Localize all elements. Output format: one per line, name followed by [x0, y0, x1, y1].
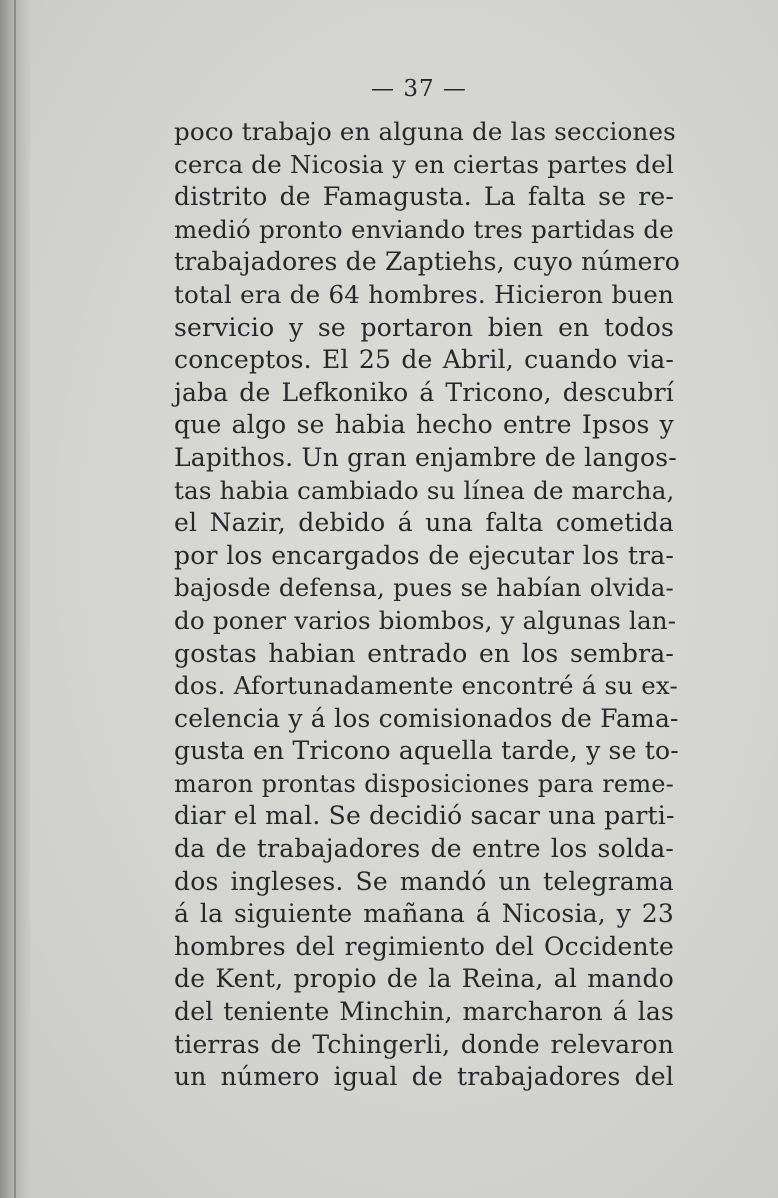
text-line: diar el mal. Se decidió sacar una parti- [174, 801, 675, 831]
text-line: do poner varios biombos, y algunas lan- [174, 605, 677, 635]
text-line: distrito de Famagusta. La falta se re- [174, 182, 674, 212]
text-line: dos. Afortunadamente encontré á su ex- [174, 671, 678, 701]
text-line: á la siguiente mañana á Nicosia, y 23 [174, 899, 674, 929]
page-number: — 37 — [371, 76, 467, 102]
text-line: maron prontas disposiciones para reme- [174, 769, 674, 798]
text-line: trabajadores de Zaptiehs, cuyo número [174, 247, 681, 277]
text-line: que algo se habia hecho entre Ipsos y [174, 410, 674, 440]
text-line: celencia y á los comisionados de Fama- [174, 703, 679, 733]
page-gutter [0, 0, 30, 1198]
text-line: servicio y se portaron bien en todos [174, 312, 674, 342]
body-text [174, 116, 681, 1094]
text-line: gostas habian entrado en los sembra- [174, 638, 674, 668]
text-line: dos ingleses. Se mandó un telegrama [174, 866, 674, 896]
text-line: medió pronto enviando tres partidas de [174, 214, 674, 244]
text-line: conceptos. El 25 de Abril, cuando via- [174, 345, 674, 375]
text-line: cerca de Nicosia y en ciertas partes del [174, 149, 674, 179]
gutter-shadow-line [14, 0, 16, 1198]
text-line: hombres del regimiento del Occidente [174, 931, 674, 961]
text-line: da de trabajadores de entre los solda- [174, 834, 674, 864]
text-line: del teniente Minchin, marcharon á las [174, 997, 674, 1027]
text-line: poco trabajo en alguna de las secciones [174, 117, 676, 146]
text-line: de Kent, propio de la Reina, al mando [174, 964, 674, 994]
text-line: total era de 64 hombres. Hicieron buen [174, 279, 674, 309]
text-line: un número igual de trabajadores del [174, 1062, 674, 1092]
text-line: bajosde defensa, pues se habían olvida- [174, 573, 674, 603]
text-line: jaba de Lefkoniko á Tricono, descubrí [174, 377, 674, 407]
text-line: gusta en Tricono aquella tarde, y se to- [174, 736, 679, 766]
text-line: por los encargados de ejecutar los tra- [174, 540, 674, 570]
text-line: Lapithos. Un gran enjambre de langos- [174, 442, 677, 472]
text-line: tierras de Tchingerli, donde relevaron [174, 1029, 674, 1059]
text-line: el Nazir, debido á una falta cometida [174, 508, 674, 538]
text-line: tas habia cambiado su línea de marcha, [174, 475, 675, 505]
